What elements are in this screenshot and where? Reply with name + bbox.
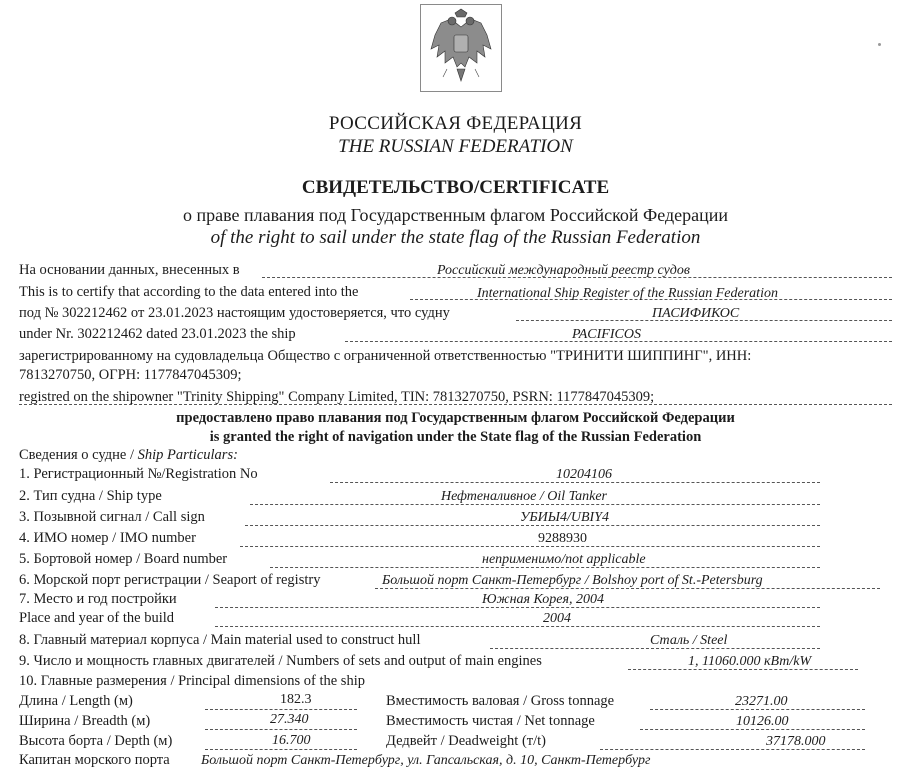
breadth-label: Ширина / Breadth (м) xyxy=(19,713,151,729)
intro-line-1-label: На основании данных, внесенных в xyxy=(19,262,240,278)
underline xyxy=(240,546,820,547)
particulars-heading xyxy=(19,447,238,464)
breadth-value: 27.340 xyxy=(270,712,309,727)
hull-material-label: 8. Главный материал корпуса / Main material used to construct hull xyxy=(19,632,421,648)
grant-statement-ru: предоставлено право плавания под Государственным флагом Российской Федерации xyxy=(176,410,735,426)
ship-type-label: 2. Тип судна / Ship type xyxy=(19,488,162,504)
imo-number-label: 4. ИМО номер / IMO number xyxy=(19,530,196,546)
underline xyxy=(205,709,357,710)
subtitle-ru: о праве плавания под Государственным флагом Российской Федерации xyxy=(182,205,729,225)
intro-line-4-label: under Nr. 302212462 dated 23.01.2023 the ship xyxy=(19,326,296,342)
ship-name-ru: ПАСИФИКОС xyxy=(652,306,740,321)
build-year-value: 2004 xyxy=(543,611,571,626)
reg-no-value: 10204106 xyxy=(556,467,612,482)
harbour-master-value: Большой порт Санкт-Петербург, ул. Гапсальская, д. 10, Санкт-Петербург xyxy=(201,753,651,768)
country-name-en: THE RUSSIAN FEDERATION xyxy=(338,136,573,157)
depth-label: Высота борта / Depth (м) xyxy=(19,733,173,749)
underline xyxy=(215,626,820,627)
emblem-frame xyxy=(420,4,502,92)
russian-coat-of-arms-emblem-icon xyxy=(421,5,501,91)
scan-speck xyxy=(878,43,881,46)
board-number-label: 5. Бортовой номер / Board number xyxy=(19,551,228,567)
seaport-value: Большой порт Санкт-Петербург / Bolshoy port of St.-Petersburg xyxy=(382,573,763,588)
net-tonnage-label: Вместимость чистая / Net tonnage xyxy=(386,713,595,729)
deadweight-label: Дедвейт / Deadweight (т/t) xyxy=(386,733,546,749)
deadweight-value: 37178.000 xyxy=(766,734,826,749)
ship-type-value: Нефтеналивное / Oil Tanker xyxy=(441,489,607,504)
ship-name-en: PACIFICOS xyxy=(572,327,641,342)
grant-statement-en: is granted the right of navigation under the State flag of the Russian Federation xyxy=(209,429,702,445)
hull-material-value: Сталь / Steel xyxy=(650,633,728,648)
intro-line-3-label: под № 302212462 от 23.01.2023 настоящим удостоверяется, что судну xyxy=(19,305,450,321)
intro-line-2-label: This is to certify that according to the data entered into the xyxy=(19,284,359,300)
owner-line-ru: зарегистрированному на судовладельца Общество с ограниченной ответственностью "ТРИНИТИ ШИППИНГ", ИНН: xyxy=(19,348,752,364)
underline xyxy=(205,729,357,730)
country-name-ru: РОССИЙСКАЯ ФЕДЕРАЦИЯ xyxy=(328,113,583,134)
subtitle-en: of the right to sail under the state flag of the Russian Federation xyxy=(210,227,701,248)
call-sign-label: 3. Позывной сигнал / Call sign xyxy=(19,509,205,525)
particulars-heading-en: Ship Particulars: xyxy=(137,447,238,463)
seaport-label: 6. Морской порт регистрации / Seaport of registry xyxy=(19,572,321,588)
harbour-master-label: Капитан морского порта xyxy=(19,752,170,768)
register-name-en: International Ship Register of the Russian Federation xyxy=(477,286,778,301)
particulars-heading-ru: Сведения о судне / xyxy=(19,447,138,463)
underline xyxy=(205,749,357,750)
build-year-label: Place and year of the build xyxy=(19,610,175,626)
engines-label: 9. Число и мощность главных двигателей / Numbers of sets and output of main engines xyxy=(19,653,542,669)
board-number-value: неприменимо/not applicable xyxy=(482,552,646,567)
underline xyxy=(19,404,892,405)
call-sign-value: УБИЫ4/UBIY4 xyxy=(520,510,609,525)
owner-line-en: registred on the shipowner "Trinity Shipping" Company Limited, TIN: 7813270750, PSRN: 1177847045309; xyxy=(19,389,655,405)
gross-tonnage-label: Вместимость валовая / Gross tonnage xyxy=(386,693,615,709)
engines-value: 1, 11060.000 кВт/kW xyxy=(688,654,812,669)
reg-no-label: 1. Регистрационный №/Registration No xyxy=(19,466,258,482)
register-name-ru: Российский международный реестр судов xyxy=(437,263,690,278)
owner-line-ru-2: 7813270750, ОГРН: 1177847045309; xyxy=(19,367,242,383)
length-label: Длина / Length (м) xyxy=(19,693,133,709)
imo-number-value: 9288930 xyxy=(538,531,587,546)
gross-tonnage-value: 23271.00 xyxy=(735,694,788,709)
build-place-label: 7. Место и год постройки xyxy=(19,591,177,607)
document-title: СВИДЕТЕЛЬСТВО/CERTIFICATE xyxy=(301,177,610,198)
depth-value: 16.700 xyxy=(272,733,311,748)
length-value: 182.3 xyxy=(280,692,312,707)
dimensions-label: 10. Главные размерения / Principal dimensions of the ship xyxy=(19,673,365,689)
net-tonnage-value: 10126.00 xyxy=(736,714,789,729)
build-place-value: Южная Корея, 2004 xyxy=(482,592,605,607)
